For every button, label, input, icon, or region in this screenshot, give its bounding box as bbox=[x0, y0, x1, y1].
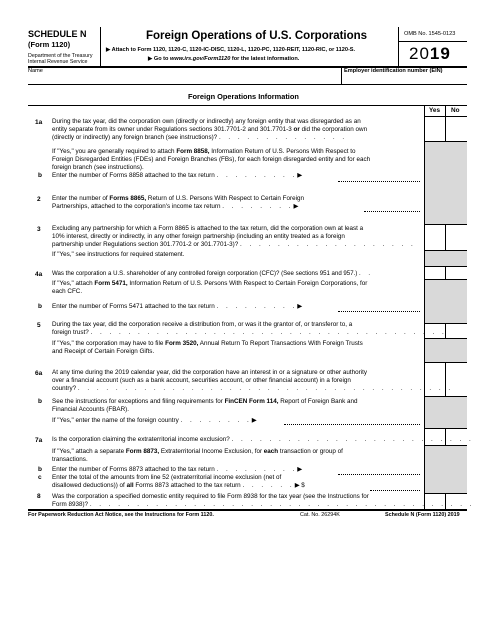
arrow-right-icon: ▶ bbox=[294, 481, 300, 489]
goto-instruction: ▶ Go to www.irs.gov/Form1120 for the latest information. bbox=[148, 56, 300, 62]
shade-7 bbox=[425, 445, 467, 493]
line-1a-yes-box[interactable] bbox=[427, 132, 443, 140]
line-2-number: 2 bbox=[37, 196, 41, 203]
arrow-right-icon: ▶ bbox=[293, 202, 299, 210]
footer-rule bbox=[28, 509, 467, 511]
shade-1 bbox=[425, 141, 467, 224]
header-divider-right bbox=[398, 27, 399, 66]
line-4a-no-box[interactable] bbox=[448, 270, 464, 278]
header-divider-left bbox=[100, 27, 101, 66]
line-1b-field[interactable] bbox=[338, 181, 420, 182]
line-4a-instruction: If "Yes," attach Form 5471, Information Return of U.S. Persons With Respect to Certain Foreign Corporations, for each CFC. bbox=[52, 280, 368, 295]
line-4b-letter: b bbox=[38, 303, 42, 310]
line-3-text: Excluding any partnership for which a Form 8865 is attached to the tax return, did the corporation own at least a 10% interest, directly or indirectly, in any other foreign partnership (including an entity treated as a foreign partnership under Regulations section 301.7701-2 or 301.7701-3)? . . . . . . . . . . . . . . . . . . . If "Yes," see instructions for required statement. bbox=[52, 225, 416, 258]
line-4a-number: 4a bbox=[35, 271, 43, 278]
rule bbox=[424, 141, 467, 142]
dept-line-1: Department of the Treasury bbox=[28, 53, 93, 59]
section-title: Foreign Operations Information bbox=[188, 92, 299, 101]
shade-3 bbox=[425, 250, 467, 266]
omb-rule bbox=[398, 41, 467, 42]
line-6b-text: See the instructions for exceptions and filing requirements for FinCEN Form 114, Report of Foreign Bank and Financial Accounts (FBAR). If "Yes," enter the name of the foreign country . . . . . . . .▶ bbox=[52, 398, 358, 424]
ein-label: Employer identification number (EIN) bbox=[344, 68, 443, 74]
schedule-label: SCHEDULE N bbox=[28, 29, 87, 39]
line-5-text: During the tax year, did the corporation receive a distribution from, or was it the grantor of, or transferor to, a foreign trust? . . . . . . . . . . . . . . . . . . . . . . . . . . . . . . . . . . . . . . bbox=[52, 321, 447, 336]
yes-header: Yes bbox=[429, 107, 441, 114]
yes-no-header-rule bbox=[424, 116, 467, 117]
rule bbox=[424, 250, 467, 251]
line-3-yes-box[interactable] bbox=[427, 240, 443, 248]
name-field[interactable] bbox=[30, 75, 336, 83]
line-8-no-box[interactable] bbox=[448, 500, 464, 508]
section-rule bbox=[28, 105, 467, 106]
line-3-no-box[interactable] bbox=[448, 240, 464, 248]
rule bbox=[424, 396, 467, 397]
form-title: Foreign Operations of U.S. Corporations bbox=[146, 30, 368, 42]
line-8-text: Was the corporation a specified domestic entity required to file Form 8938 for the tax year (see the Instructions for Form 8938)? . . . . . . . . . . . . . . . . . . . . . . . . . . . . . . . . . . . . . . . . . bbox=[52, 493, 475, 508]
irs-url[interactable]: www.irs.gov/Form1120 bbox=[170, 56, 231, 62]
line-1b-text: Enter the number of Forms 8858 attached to the tax return . . . . . . . . .▶ bbox=[52, 172, 303, 179]
line-7a-instruction: If "Yes," attach a separate Form 8873, Extraterritorial Income Exclusion, for each transaction or group of transactions. bbox=[52, 448, 343, 463]
form-label: (Form 1120) bbox=[28, 40, 71, 49]
line-2-text: Enter the number of Forms 8865, Return of U.S. Persons With Respect to Certain Foreign Partnerships, attached to the corporation's income tax return . . . . . . . .▶ bbox=[52, 195, 305, 210]
rule bbox=[424, 266, 467, 267]
line-8-number: 8 bbox=[37, 493, 41, 500]
line-1a-text: During the tax year, did the corporation own (directly or indirectly) any foreign entity that was disregarded as an entity separate from its owner under Regulations sections 301.7701-2 and 301.7701-3 or did the corporation own (directly or indirectly) any foreign branch (see instructions)? . . . . . . . . . . . . . . bbox=[52, 118, 368, 141]
line-4a-text: Was the corporation a U.S. shareholder of any controlled foreign corporation (CFC)? (See sections 951 and 957.) . . bbox=[52, 270, 374, 277]
rule bbox=[424, 362, 467, 363]
arrow-right-icon: ▶ bbox=[297, 172, 303, 179]
no-header: No bbox=[451, 107, 460, 114]
arrow-right-icon: ▶ bbox=[251, 416, 257, 424]
line-7b-text: Enter the number of Forms 8873 attached to the tax return . . . . . . . . .▶ bbox=[52, 466, 303, 473]
line-6a-text: At any time during the 2019 calendar year, did the corporation have an interest in or a signature or other authority over a financial account (such as a bank account, securities account, or other financial account) in a foreign country? . . . . . . . . . . . . . . . . . . . . . . . . . . . . . . . . . . . . . . . . bbox=[52, 369, 454, 392]
line-6a-yes-box[interactable] bbox=[427, 386, 443, 394]
line-4b-field[interactable] bbox=[338, 311, 420, 312]
line-7a-no-box[interactable] bbox=[448, 436, 464, 444]
tax-year: 2019 bbox=[409, 44, 451, 63]
arrow-right-icon: ▶ bbox=[297, 303, 303, 310]
line-5-yes-box[interactable] bbox=[427, 329, 443, 337]
line-7c-amount-field[interactable] bbox=[370, 490, 420, 491]
footer-paperwork: For Paperwork Reduction Act Notice, see the Instructions for Form 1120. bbox=[28, 512, 214, 518]
dept-line-2: Internal Revenue Service bbox=[28, 59, 88, 65]
line-5-no-box[interactable] bbox=[448, 329, 464, 337]
line-1a-number: 1a bbox=[35, 119, 43, 126]
name-row-bottom-rule bbox=[28, 84, 467, 85]
line-6b-letter: b bbox=[38, 398, 42, 405]
ein-field[interactable] bbox=[344, 75, 464, 83]
line-1a-instruction: If "Yes," you are generally required to attach Form 8858, Information Return of U.S. Persons With Respect to Foreign Disregarded Entities (FDEs) and Foreign Branches (FBs), for each foreign disregarded entity and for each foreign branch (see instructions). bbox=[52, 148, 371, 171]
line-1a-no-box[interactable] bbox=[448, 132, 464, 140]
line-5-number: 5 bbox=[37, 322, 41, 329]
arrow-right-icon: ▶ bbox=[297, 466, 303, 473]
rule bbox=[424, 445, 467, 446]
line-5-instruction: If "Yes," the corporation may have to file Form 3520, Annual Return To Report Transactions With Foreign Trusts and Receipt of Certain Foreign Gifts. bbox=[52, 340, 363, 355]
line-7a-number: 7a bbox=[35, 437, 43, 444]
attach-instruction: ▶ Attach to Form 1120, 1120-C, 1120-IC-DISC, 1120-L, 1120-PC, 1120-REIT, 1120-RIC, or 1120-S. bbox=[106, 47, 356, 53]
line-2-field[interactable] bbox=[364, 211, 420, 212]
line-1b-letter: b bbox=[38, 172, 42, 179]
rule bbox=[424, 279, 467, 280]
line-6a-number: 6a bbox=[35, 370, 43, 377]
footer-schedule: Schedule N (Form 1120) 2019 bbox=[385, 512, 460, 518]
line-4a-yes-box[interactable] bbox=[427, 270, 443, 278]
line-7b-letter: b bbox=[38, 466, 42, 473]
line-7b-field[interactable] bbox=[338, 474, 420, 475]
rule bbox=[424, 338, 467, 339]
name-label: Name bbox=[28, 68, 43, 74]
line-7a-yes-box[interactable] bbox=[427, 436, 443, 444]
line-4b-text: Enter the number of Forms 5471 attached to the tax return . . . . . . . . .▶ bbox=[52, 303, 303, 310]
rule bbox=[424, 224, 467, 225]
shade-6 bbox=[425, 396, 467, 428]
line-6b-country-field[interactable] bbox=[284, 424, 420, 425]
omb-number: OMB No. 1545-0123 bbox=[404, 31, 456, 37]
line-7c-text: Enter the total of the amounts from line 52 (extraterritorial income exclusion (net of disallowed deductions)) of all Forms 8873 attached to the tax return . . . . . .▶ $ bbox=[52, 474, 305, 489]
ein-divider bbox=[341, 66, 342, 84]
line-8-yes-box[interactable] bbox=[427, 500, 443, 508]
line-7a-text: Is the corporation claiming the extraterritorial income exclusion? . . . . . . . . . . . . . . . . . . . . . . . . . . bbox=[52, 436, 474, 443]
line-7c-letter: c bbox=[38, 474, 42, 481]
line-6a-no-box[interactable] bbox=[448, 386, 464, 394]
shade-5 bbox=[425, 338, 467, 362]
shade-4 bbox=[425, 279, 467, 323]
line-3-number: 3 bbox=[37, 226, 41, 233]
rule bbox=[424, 428, 467, 429]
dollar-sign: $ bbox=[301, 481, 305, 489]
footer-cat-number: Cat. No. 26294K bbox=[300, 512, 340, 518]
